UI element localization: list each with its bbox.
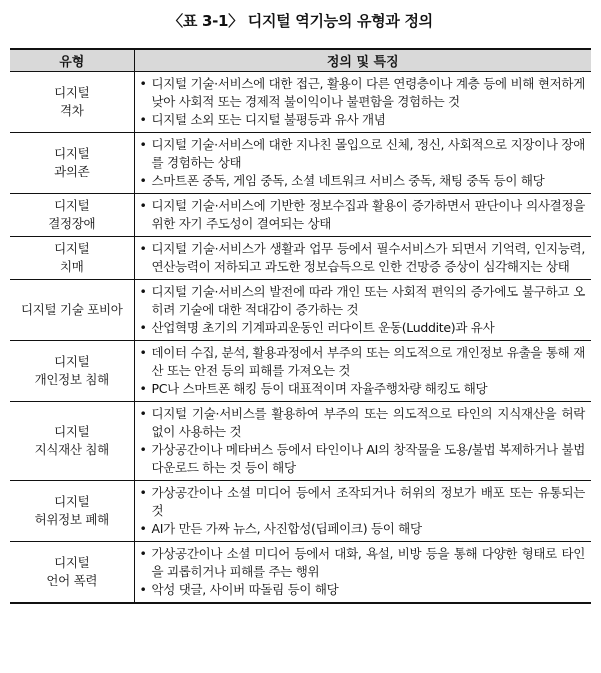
bullet-icon: • [139,381,147,396]
bullet-icon: • [139,582,147,597]
definition-item [140,520,586,538]
definition-cell [134,194,591,237]
table-row [10,133,591,194]
type-label-line: 과의존 [54,164,90,179]
definition-list [140,405,586,477]
type-label-line: 격차 [59,103,84,118]
definition-text: AI가 만든 가짜 뉴스, 사진합성(딥페이크) 등이 해당 [151,521,422,536]
type-label-line: 디지털 [54,241,90,256]
definition-text: 디지털 기술·서비스를 활용하여 부주의 또는 의도적으로 타인의 지식재산을 허락 없이 사용하는 것 [151,406,585,439]
definition-item [140,283,586,319]
definition-item [140,240,586,276]
table-row [10,542,591,604]
definition-list [140,136,586,190]
type-label-line: 개인정보 침해 [34,372,109,387]
header-row [10,49,591,72]
definition-text: 디지털 기술·서비스에 대한 지나친 몰입으로 신체, 정신, 사회적으로 지장이나 장애를 경험하는 상태 [151,137,585,170]
definition-list [140,545,586,599]
definition-item [140,344,586,380]
definition-cell [134,72,591,133]
definition-item [140,319,586,337]
definition-cell [134,481,591,542]
definition-text: 디지털 기술·서비스가 생활과 업무 등에서 필수서비스가 되면서 기억력, 인지능력, 연산능력이 저하되고 과도한 정보습득으로 인한 건망증 증상이 심각해지는 상태 [151,241,585,274]
type-label-line: 디지털 [54,494,90,509]
bullet-icon: • [139,284,147,299]
table-row [10,72,591,133]
definition-cell [134,402,591,481]
definition-text: 디지털 소외 또는 디지털 불평등과 유사 개념 [151,112,386,127]
bullet-icon: • [139,112,147,127]
definition-item [140,484,586,520]
type-label-line: 디지털 기술 포비아 [20,302,123,317]
bullet-icon: • [139,137,147,152]
table-header [10,49,591,72]
table-row [10,341,591,402]
type-label-line: 디지털 [54,146,90,161]
definition-text: 가상공간이나 소셜 미디어 등에서 조작되거나 허위의 정보가 배포 또는 유통되는 것 [151,485,585,518]
type-cell [10,237,134,280]
type-cell [10,402,134,481]
definition-cell [134,542,591,604]
type-label-line: 언어 폭력 [46,573,98,588]
definition-text: 디지털 기술·서비스에 기반한 정보수집과 활용이 증가하면서 판단이나 의사결정을 위한 자기 주도성이 결여되는 상태 [151,198,585,231]
digital-dysfunction-table [10,48,591,604]
definition-cell [134,133,591,194]
definition-text: 데이터 수집, 분석, 활용과정에서 부주의 또는 의도적으로 개인정보 유출을 통해 재산 또는 안전 등의 피해를 가져오는 것 [151,345,585,378]
type-label-line: 디지털 [54,85,90,100]
type-cell [10,481,134,542]
type-cell [10,542,134,604]
definition-text: 디지털 기술·서비스에 대한 접근, 활용이 다른 연령층이나 계층 등에 비해 현저하게 낮아 사회적 또는 경제적 불이익이나 불편함을 경험하는 것 [151,76,585,109]
definition-text: 스마트폰 중독, 게임 중독, 소셜 네트워크 서비스 중독, 채팅 중독 등이 해당 [151,173,545,188]
bullet-icon: • [139,320,147,335]
definition-text: 악성 댓글, 사이버 따돌림 등이 해당 [151,582,339,597]
bullet-icon: • [139,546,147,561]
definition-item [140,405,586,441]
table-row [10,402,591,481]
table-row [10,194,591,237]
definition-list [140,197,586,233]
header-type: 유형 [10,49,134,72]
table-row [10,481,591,542]
table-body [10,72,591,604]
definition-cell [134,341,591,402]
definition-list [140,484,586,538]
definition-cell [134,237,591,280]
definition-item [140,111,586,129]
type-cell [10,133,134,194]
bullet-icon: • [139,406,147,421]
type-cell [10,280,134,341]
definition-item [140,441,586,477]
type-label-line: 지식재산 침해 [34,442,109,457]
definition-list [140,240,586,276]
definition-text: 가상공간이나 메타버스 등에서 타인이나 AI의 창작물을 도용/불법 복제하거나 불법 다운로드 하는 것 등이 해당 [151,442,586,475]
type-label-line: 디지털 [54,424,90,439]
bullet-icon: • [139,521,147,536]
type-cell [10,341,134,402]
bullet-icon: • [139,173,147,188]
type-label-line: 결정장애 [48,216,96,231]
type-label-line: 디지털 [54,555,90,570]
bullet-icon: • [139,485,147,500]
table-row [10,237,591,280]
definition-item [140,172,586,190]
type-label-line: 치매 [59,259,84,274]
bullet-icon: • [139,241,147,256]
bullet-icon: • [139,442,147,457]
definition-cell [134,280,591,341]
definition-item [140,380,586,398]
type-label-line: 디지털 [54,354,90,369]
table-row [10,280,591,341]
type-label-line: 디지털 [54,198,90,213]
definition-item [140,197,586,233]
definition-item [140,136,586,172]
type-label-line: 허위정보 폐해 [34,512,109,527]
definition-list [140,283,586,337]
type-cell [10,72,134,133]
definition-text: PC나 스마트폰 해킹 등이 대표적이며 자율주행차량 해킹도 해당 [151,381,488,396]
table-caption: 〈표 3-1〉 디지털 역기능의 유형과 정의 [168,12,433,30]
definition-item [140,75,586,111]
definition-item [140,581,586,599]
bullet-icon: • [139,76,147,91]
type-cell [10,194,134,237]
definition-text: 디지털 기술·서비스의 발전에 따라 개인 또는 사회적 편익의 증가에도 불구하고 오히려 기술에 대한 적대감이 증가하는 것 [151,284,585,317]
definition-list [140,344,586,398]
bullet-icon: • [139,345,147,360]
definition-list [140,75,586,129]
header-definition: 정의 및 특징 [134,49,591,72]
definition-item [140,545,586,581]
bullet-icon: • [139,198,147,213]
definition-text: 가상공간이나 소셜 미디어 등에서 대화, 욕설, 비방 등을 통해 다양한 형태로 타인을 괴롭히거나 피해를 주는 행위 [151,546,585,579]
definition-text: 산업혁명 초기의 기계파괴운동인 러다이트 운동(Luddite)과 유사 [151,320,495,335]
